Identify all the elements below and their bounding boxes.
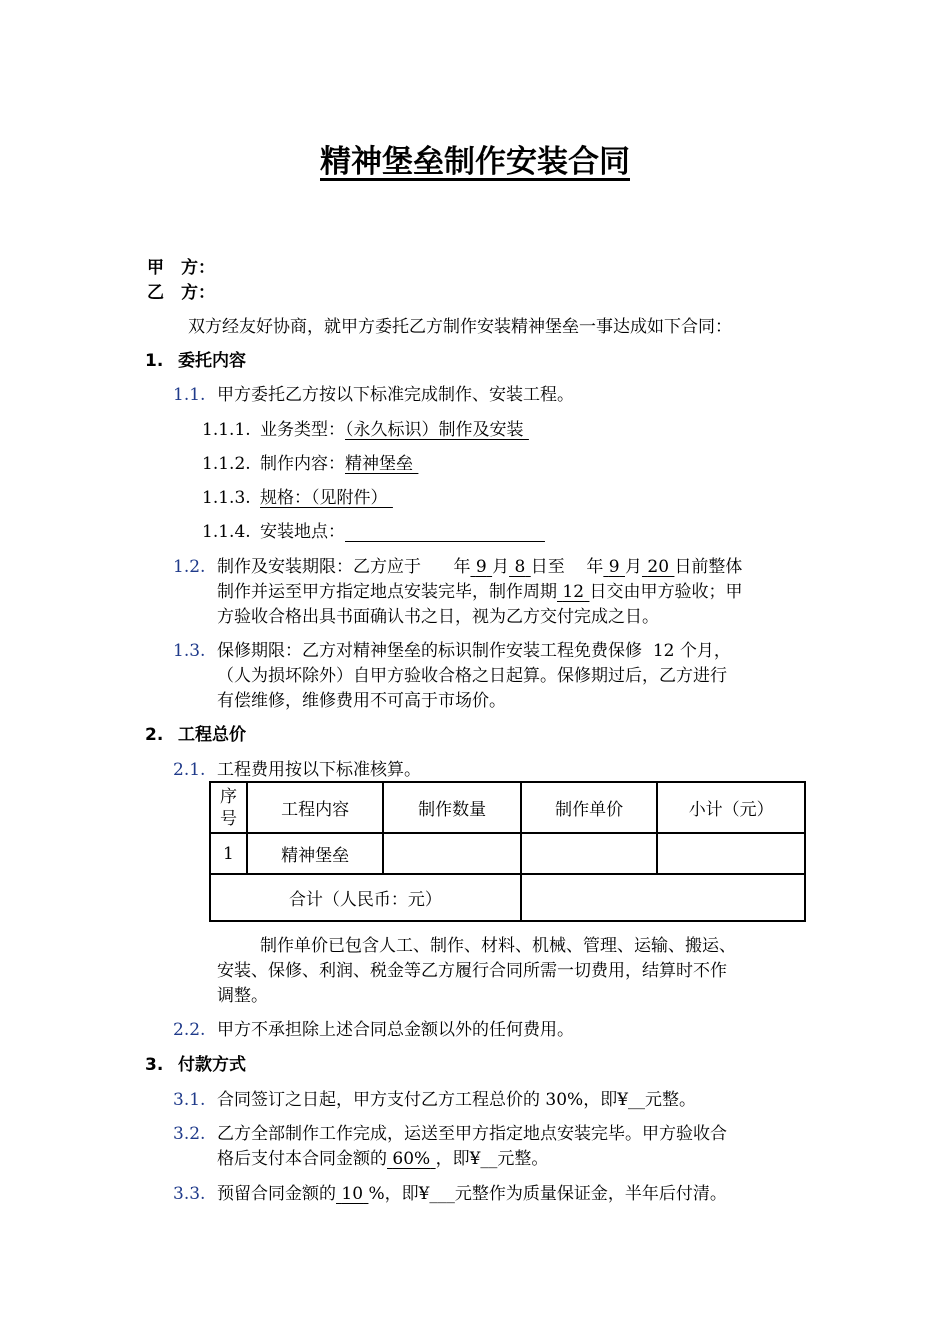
install-location-blank xyxy=(345,522,545,542)
intro-text: 双方经友好协商，就甲方委托乙方制作安装精神堡垒一事达成如下合同： xyxy=(188,317,732,337)
header-qty: 制作数量 xyxy=(383,782,520,833)
clause-1-2-line1: 制作及安装期限：乙方应于 年 9 月 8 日至 年 9 月 20 日前整体 xyxy=(217,557,743,577)
clause-3-3-number: 3.3. xyxy=(173,1184,206,1204)
cell-content: 精神堡垒 xyxy=(247,833,383,874)
clause-3-2-line1: 乙方全部制作工作完成，运送至甲方指定地点安装完毕。甲方验收合 xyxy=(217,1124,727,1144)
clause-1-1-3-number: 1.1.3. xyxy=(202,488,251,508)
spec-value: 规格：（见附件） xyxy=(260,488,388,508)
clause-1-2-line3: 方验收合格出具书面确认书之日，视为乙方交付完成之日。 xyxy=(217,607,659,627)
cell-qty xyxy=(383,833,520,874)
clause-2-1-text: 工程费用按以下标准核算。 xyxy=(217,760,421,780)
clause-1-1-text: 甲方委托乙方按以下标准完成制作、安装工程。 xyxy=(217,385,574,405)
table-total-row xyxy=(210,874,805,921)
clause-1-1-2-number: 1.1.2. xyxy=(202,454,251,474)
table-row xyxy=(210,833,805,874)
clause-3-2-line2: 格后支付本合同金额的 60% ，即¥__元整。 xyxy=(217,1149,549,1169)
header-price: 制作单价 xyxy=(521,782,657,833)
section-2-number: 2. xyxy=(145,725,164,745)
clause-1-1-4-text: 安装地点： xyxy=(260,520,545,544)
clause-1-2-number: 1.2. xyxy=(173,557,206,577)
section-1-number: 1. xyxy=(145,351,164,371)
clause-1-1-4-number: 1.1.4. xyxy=(202,522,251,542)
clause-3-1-number: 3.1. xyxy=(173,1090,206,1110)
total-label: 合计（人民币：元） xyxy=(210,874,521,921)
cell-subtotal xyxy=(657,833,805,874)
clause-2-2-number: 2.2. xyxy=(173,1020,206,1040)
section-3-number: 3. xyxy=(145,1055,164,1075)
clause-1-3-number: 1.3. xyxy=(173,641,206,661)
clause-3-2-number: 3.2. xyxy=(173,1124,206,1144)
section-2-heading: 工程总价 xyxy=(178,725,246,745)
content-value: 精神堡垒 xyxy=(345,454,413,474)
clause-1-3-line3: 有偿维修，维修费用不可高于市场价。 xyxy=(217,691,506,711)
clause-1-1-3-text xyxy=(260,486,393,510)
section-3-heading: 付款方式 xyxy=(178,1055,246,1075)
clause-1-3-line1: 保修期限：乙方对精神堡垒的标识制作安装工程免费保修 12 个月， xyxy=(217,641,731,661)
clause-1-3-line2: （人为损坏除外）自甲方验收合格之日起算。保修期过后，乙方进行 xyxy=(217,666,727,686)
price-note-line2: 安装、保修、利润、税金等乙方履行合同所需一切费用，结算时不作 xyxy=(217,961,727,981)
clause-2-1-number: 2.1. xyxy=(173,760,206,780)
clause-3-3-text: 预留合同金额的 10 %，即¥___元整作为质量保证金，半年后付清。 xyxy=(217,1184,727,1204)
clause-1-1-1-number: 1.1.1. xyxy=(202,420,251,440)
header-subtotal: 小计（元） xyxy=(657,782,805,833)
header-content: 工程内容 xyxy=(247,782,383,833)
cell-price xyxy=(521,833,657,874)
party-a-label: 甲 方： xyxy=(147,258,215,278)
business-type-value: （永久标识）制作及安装 xyxy=(345,420,524,440)
page-title: 精神堡垒制作安装合同 xyxy=(320,144,630,180)
clause-3-1-text: 合同签订之日起，甲方支付乙方工程总价的 30%，即¥__元整。 xyxy=(217,1090,697,1110)
clause-1-2-line2: 制作并运至甲方指定地点安装完毕，制作周期 12 日交由甲方验收；甲 xyxy=(217,582,743,602)
clause-1-1-2-text: 制作内容：精神堡垒 xyxy=(260,454,413,474)
header-seq: 序号 xyxy=(210,782,247,833)
table-header-row xyxy=(210,782,805,833)
cell-seq: 1 xyxy=(210,833,247,874)
party-b-label: 乙 方： xyxy=(147,283,215,303)
price-note-line1: 制作单价已包含人工、制作、材料、机械、管理、运输、搬运、 xyxy=(260,936,736,956)
clause-1-1-1-text: 业务类型：（永久标识）制作及安装 xyxy=(260,420,524,440)
price-note-line3: 调整。 xyxy=(217,986,268,1006)
clause-1-1-number: 1.1. xyxy=(173,385,206,405)
clause-2-2-text: 甲方不承担除上述合同总金额以外的任何费用。 xyxy=(217,1020,574,1040)
cost-table xyxy=(209,781,806,922)
total-value xyxy=(521,874,805,921)
section-1-heading: 委托内容 xyxy=(178,351,246,371)
